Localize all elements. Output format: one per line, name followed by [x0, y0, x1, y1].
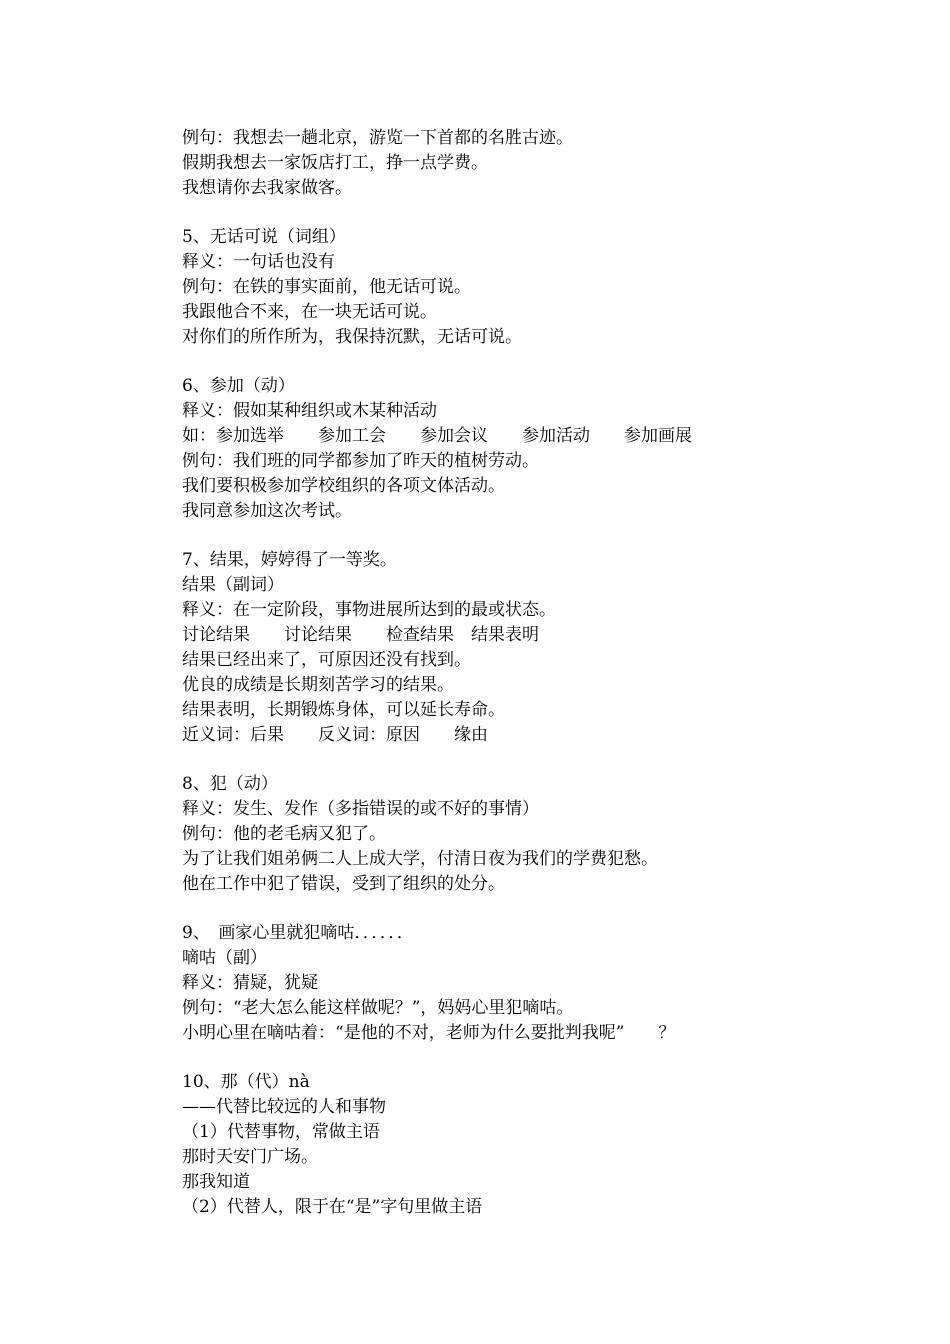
text-line: 结果（副词） — [182, 575, 284, 595]
text-line: 近义词：后果 反义词：原因 缘由 — [182, 725, 488, 745]
text-line: 例句：我想去一趟北京，游览一下首都的名胜古迹。 — [182, 128, 573, 148]
text-line: （1）代替事物，常做主语 — [182, 1122, 380, 1142]
text-line: 那我知道 — [182, 1172, 250, 1192]
text-line: 释义：假如某种组织或木某种活动 — [182, 401, 437, 421]
document-page — [182, 126, 882, 1220]
text-line: 例句：我们班的同学都参加了昨天的植树劳动。 — [182, 451, 539, 471]
paragraph-gap — [182, 897, 882, 921]
text-line: 结果表明，长期锻炼身体，可以延长寿命。 — [182, 700, 505, 720]
text-line: 为了让我们姐弟俩二人上成大学，付清日夜为我们的学费犯愁。 — [182, 849, 658, 869]
text-line: （2）代替人，限于在“是”字句里做主语 — [182, 1197, 483, 1217]
paragraph-gap — [182, 524, 882, 548]
text-line: 释义：一句话也没有 — [182, 252, 335, 272]
paragraph-gap — [182, 201, 882, 225]
text-line: 假期我想去一家饭店打工，挣一点学费。 — [182, 153, 488, 173]
text-line: 小明心里在嘀咕着：“是他的不对，老师为什么要批判我呢” ？ — [182, 1023, 676, 1043]
text-line: 9、 画家心里就犯嘀咕．．．．．． — [182, 923, 414, 943]
text-line: 释义：猜疑，犹疑 — [182, 973, 318, 993]
text-line: 例句：他的老毛病又犯了。 — [182, 824, 386, 844]
text-line: ——代替比较远的人和事物 — [182, 1097, 386, 1117]
text-line: 10、那（代）nà — [182, 1072, 310, 1092]
text-line: 释义：发生、发作（多指错误的或不好的事情） — [182, 799, 539, 819]
text-line: 我们要积极参加学校组织的各项文体活动。 — [182, 476, 505, 496]
paragraph-gap — [182, 1046, 882, 1070]
text-line: 例句：在铁的事实面前，他无话可说。 — [182, 277, 471, 297]
text-line: 我同意参加这次考试。 — [182, 501, 352, 521]
text-line: 对你们的所作所为，我保持沉默，无话可说。 — [182, 327, 522, 347]
text-line: 6、参加（动） — [182, 376, 295, 396]
text-line: 嘀咕（副） — [182, 948, 267, 968]
text-line: 优良的成绩是长期刻苦学习的结果。 — [182, 675, 454, 695]
text-line: 那时天安门广场。 — [182, 1147, 318, 1167]
text-line: 释义：在一定阶段，事物进展所达到的最或状态。 — [182, 600, 556, 620]
text-line: 讨论结果 讨论结果 检查结果 结果表明 — [182, 625, 539, 645]
paragraph-gap — [182, 748, 882, 772]
text-line: 我跟他合不来，在一块无话可说。 — [182, 302, 437, 322]
text-line: 例句：“老大怎么能这样做呢？”，妈妈心里犯嘀咕。 — [182, 998, 574, 1018]
text-line: 7、结果，婷婷得了一等奖。 — [182, 550, 397, 570]
text-line: 结果已经出来了，可原因还没有找到。 — [182, 650, 471, 670]
text-line: 我想请你去我家做客。 — [182, 178, 352, 198]
text-line: 如：参加选举 参加工会 参加会议 参加活动 参加画展 — [182, 426, 692, 446]
text-line: 8、犯（动） — [182, 774, 278, 794]
text-line: 5、无话可说（词组） — [182, 227, 346, 247]
paragraph-gap — [182, 350, 882, 374]
text-line: 他在工作中犯了错误，受到了组织的处分。 — [182, 874, 505, 894]
